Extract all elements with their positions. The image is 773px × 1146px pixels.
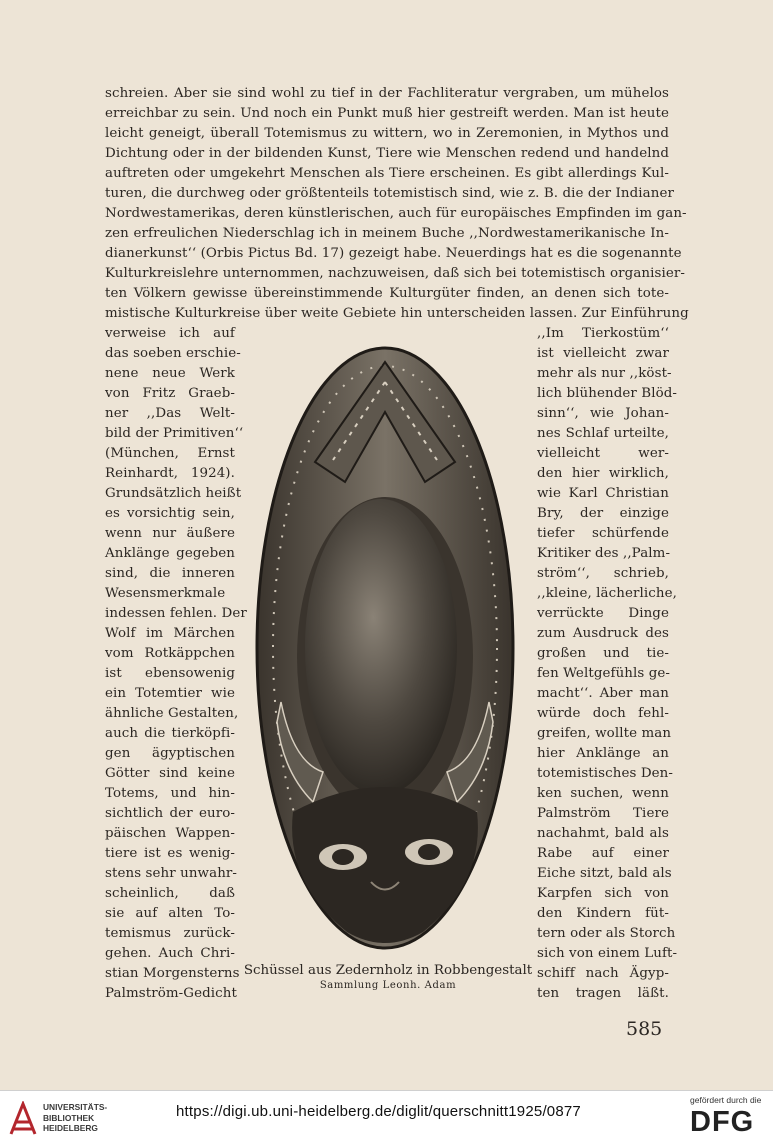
body-text-line: turen, die durchweg oder größtenteils totemistisch sind, wie z. B. die der Indianer [105,186,674,201]
left-column-line: Reinhardt, 1924). [105,466,235,481]
right-column-line: sich von einem Luft- [537,946,678,961]
right-column-line: den hier wirklich, [537,466,669,481]
right-column-line: nachahmt, bald als [537,826,669,841]
left-column-line: stian Morgensterns [105,966,240,981]
left-column-line: Wesensmerkmale [105,586,226,601]
right-column-line: mehr als nur ,,köst- [537,366,672,381]
body-text-line: dianerkunst‘‘ (Orbis Pictus Bd. 17) gezeigt habe. Neuerdings hat es die sogenannte [105,246,682,261]
body-text-line: erreichbar zu sein. Und noch ein Punkt muß hier gestreift werden. Man ist heute [105,106,669,121]
left-column-line: temismus zurück- [105,926,235,941]
right-column-line: hier Anklänge an [537,746,669,761]
body-text-line: auftreten oder umgekehrt Menschen als Tiere erscheinen. Es gibt allerdings Kul- [105,166,669,181]
figure-caption: Schüssel aus Zedernholz in Robbengestalt [243,963,533,978]
body-text-line: ten Völkern gewisse übereinstimmende Kulturgüter finden, an denen sich tote- [105,286,669,301]
left-column-line: Wolf im Märchen [105,626,235,641]
right-column-line: Bry, der einzige [537,506,669,521]
university-library-logo-icon [8,1101,38,1137]
body-text-line: mistische Kulturkreise über weite Gebiete hin unterscheiden lassen. Zur Einführung [105,306,689,321]
body-text-line: zen erfreulichen Niederschlag ich in meinem Buche ,,Nordwestamerikanische In- [105,226,669,241]
right-column-line: nes Schlaf urteilte, [537,426,669,441]
dfg-logo-icon: DFG [690,1106,755,1138]
right-column-line: ken suchen, wenn [537,786,669,801]
left-column-line: Totems, und hin- [105,786,235,801]
institution-line-1: UNIVERSITÄTS- [43,1102,108,1112]
institution-line-2: BIBLIOTHEK [43,1112,95,1123]
right-column-line: Rabe auf einer [537,846,669,861]
right-column-line: macht‘‘. Aber man [537,686,669,701]
right-column-line: ten tragen läßt. [537,986,669,1001]
left-column-line: das soeben erschie- [105,346,241,361]
left-column-line: bild der Primitiven‘‘ [105,426,244,441]
left-column-line: sind, die inneren [105,566,235,581]
right-column-line: großen und tie- [537,646,669,661]
right-column-line: den Kindern füt- [537,906,669,921]
body-text-line: leicht geneigt, überall Totemismus zu wittern, wo in Zeremonien, in Mythos und [105,126,669,141]
left-column-line: (München, Ernst [105,446,235,461]
left-column-line: wenn nur äußere [105,526,235,541]
right-column-line: vielleicht wer- [537,446,669,461]
left-column-line: auch die tierköpfi- [105,726,235,741]
funding-note: gefördert durch die [690,1095,762,1105]
right-column-line: Eiche sitzt, bald als [537,866,672,881]
left-column-line: vom Rotkäppchen [105,646,235,661]
left-column-line: päischen Wappen- [105,826,235,841]
left-column-line: scheinlich, daß [105,886,235,901]
right-column-line: ist vielleicht zwar [537,346,669,361]
left-column-line: es vorsichtig sein, [105,506,235,521]
left-column-line: Götter sind keine [105,766,235,781]
right-column-line: greifen, wollte man [537,726,672,741]
right-column-line: zum Ausdruck des [537,626,669,641]
body-text-line: Kulturkreislehre unternommen, nachzuweisen, daß sich bei totemistisch organisier- [105,266,686,281]
cedar-bowl-illustration [253,342,525,958]
left-column-line: gehen. Auch Chri- [105,946,235,961]
page-number: 585 [626,1018,663,1040]
left-column-line: ner ,,Das Welt- [105,406,235,421]
left-column-line: ein Totemtier wie [105,686,235,701]
left-column-line: Anklänge gegeben [105,546,235,561]
left-column-line: von Fritz Graeb- [105,386,235,401]
left-column-line: ähnliche Gestalten, [105,706,239,721]
figure-credit: Sammlung Leonh. Adam [319,980,457,991]
body-text-line: schreien. Aber sie sind wohl zu tief in der Fachliteratur vergraben, um mühelos [105,86,669,101]
left-column-line: sie auf alten To- [105,906,235,921]
right-column-line: Karpfen sich von [537,886,669,901]
left-column-line: verweise ich auf [105,326,235,341]
right-column-line: Kritiker des ,,Palm- [537,546,671,561]
left-column-line: ist ebensowenig [105,666,235,681]
right-column-line: Palmström Tiere [537,806,669,821]
left-column-line: gen ägyptischen [105,746,235,761]
right-column-line: sinn‘‘, wie Johan- [537,406,669,421]
left-column-line: indessen fehlen. Der [105,606,247,621]
right-column-line: ,,Im Tierkostüm‘‘ [537,326,669,341]
right-column-line: ström‘‘, schrieb, [537,566,669,581]
right-column-line: ,,kleine, lächerliche, [537,586,677,601]
left-column-line: nene neue Werk [105,366,235,381]
right-column-line: verrückte Dinge [537,606,669,621]
right-column-line: totemistisches Den- [537,766,674,781]
left-column-line: sichtlich der euro- [105,806,235,821]
right-column-line: wie Karl Christian [537,486,669,501]
right-column-line: schiff nach Ägyp- [537,966,669,981]
body-text-line: Nordwestamerikas, deren künstlerischen, auch für europäisches Empfinden im gan- [105,206,687,221]
permalink-url[interactable]: https://digi.ub.uni-heidelberg.de/diglit/querschnitt1925/0877 [176,1103,581,1120]
right-column-line: tiefer schürfende [537,526,669,541]
body-text-line: Dichtung oder in der bildenden Kunst, Tiere wie Menschen redend und handelnd [105,146,669,161]
institution-line-3: HEIDELBERG [43,1123,98,1133]
right-column-line: würde doch fehl- [537,706,669,721]
institution-name [43,1102,107,1134]
left-column-line: Grundsätzlich heißt [105,486,242,501]
seal-bowl-image [253,342,525,958]
right-column-line: fen Weltgefühls ge- [537,666,671,681]
digitization-footer [0,1090,773,1146]
left-column-line: tiere ist es wenig- [105,846,235,861]
left-column-line: stens sehr unwahr- [105,866,238,881]
right-column-line: lich blühender Blöd- [537,386,678,401]
right-column-line: tern oder als Storch [537,926,676,941]
left-column-line: Palmström-Gedicht [105,986,237,1001]
